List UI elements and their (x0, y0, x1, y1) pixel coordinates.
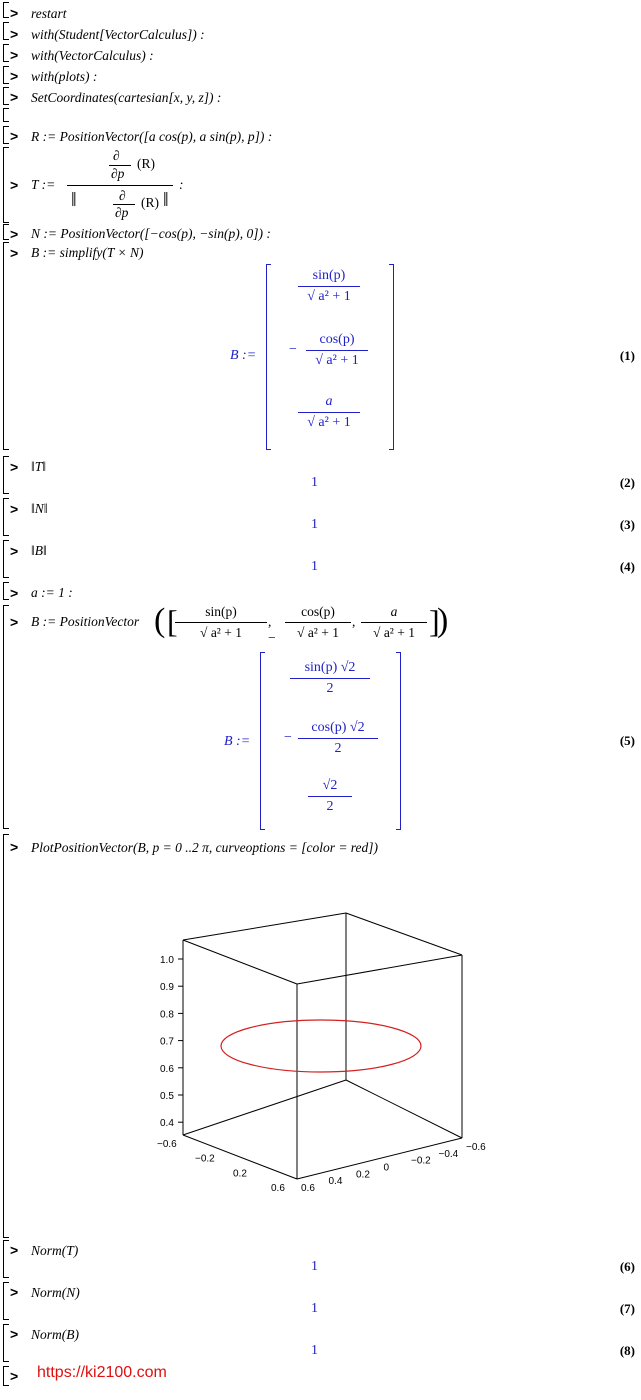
t-tail: : (179, 177, 184, 192)
y-tick-label: 0 (383, 1162, 390, 1174)
plot-box-edge (297, 1138, 462, 1179)
out5-r2-sign: − (284, 730, 292, 745)
exec-group-7 (3, 147, 4, 223)
out5-r3-den: 2 (326, 799, 334, 814)
exec-group-6 (3, 126, 4, 144)
t-den-partial: ∂ (119, 188, 126, 203)
out1-bracket-left (266, 264, 271, 450)
output-6: 1 (311, 1259, 318, 1274)
plot-box-edge (183, 1080, 346, 1135)
output-4: 1 (311, 559, 318, 574)
x-tick-label: 0.6 (271, 1183, 285, 1194)
prompt-4: > (10, 68, 19, 84)
prompt-6: > (10, 128, 19, 144)
pv-f3-num: a (390, 604, 398, 619)
x-tick-label: −0.2 (195, 1153, 215, 1165)
exec-group-19 (3, 1366, 4, 1386)
out1-r2-den: √ a² + 1 (315, 353, 359, 368)
exec-group-5 (3, 87, 4, 105)
plot-curve-circle (221, 1020, 421, 1072)
cmd-norm-n-bars[interactable]: ‖N‖ (31, 501, 48, 516)
plot-box-edge (183, 940, 297, 984)
cmd-with-plots[interactable]: with(plots) : (31, 69, 98, 84)
pv-f2-num: cos(p) (301, 604, 335, 619)
out1-r1-num: sin(p) (312, 268, 346, 283)
z-tick-label: 0.7 (160, 1036, 174, 1048)
output-2: 1 (311, 475, 318, 490)
prompt-5: > (10, 89, 19, 105)
exec-group-3 (3, 44, 4, 62)
y-tick-label: −0.6 (466, 1142, 486, 1153)
out1-r1-den: √ a² + 1 (307, 289, 351, 304)
eq-label-3: (3) (619, 517, 635, 532)
cmd-setcoordinates[interactable]: SetCoordinates(cartesian[x, y, z]) : (31, 90, 222, 105)
cmd-with-student[interactable]: with(Student[VectorCalculus]) : (31, 27, 205, 42)
out5-bracket-right (396, 652, 401, 830)
exec-group-1 (3, 2, 4, 18)
prompt-12: > (10, 543, 19, 559)
exec-group-12 (3, 540, 4, 578)
out5-r2-den: 2 (334, 741, 342, 756)
plot-box-edge (297, 955, 462, 984)
t-den-dp: ∂p (115, 205, 129, 220)
output-8: 1 (311, 1343, 318, 1358)
y-tick-label: −0.2 (411, 1155, 431, 1167)
pv-f2-den: √ a² + 1 (297, 625, 339, 640)
output-7: 1 (311, 1301, 318, 1316)
cmd-assign-a[interactable]: a := 1 : (31, 585, 73, 600)
prompt-3: > (10, 47, 19, 63)
t-num-dp: ∂p (111, 166, 125, 181)
out1-lhs: B := (230, 348, 257, 363)
out1-r2-sign: − (289, 342, 297, 357)
prompt-19: > (10, 1368, 19, 1384)
t-num-partial: ∂ (113, 148, 120, 163)
out5-r3-num: √2 (322, 778, 338, 793)
t-num-r: (R) (137, 156, 155, 171)
pv-f1-den: √ a² + 1 (200, 625, 242, 640)
exec-group-blank (3, 108, 4, 122)
exec-group-2 (3, 22, 4, 40)
x-tick-label: 0.2 (233, 1168, 247, 1180)
cmd-define-n[interactable]: N := PositionVector([−cos(p), −sin(p), 0]) : (31, 226, 271, 241)
z-tick-label: 0.8 (160, 1009, 174, 1021)
out5-r1-num: sin(p) √2 (304, 660, 356, 675)
prompt-17: > (10, 1284, 19, 1300)
eq-label-4: (4) (619, 559, 635, 574)
eq-label-6: (6) (619, 1259, 635, 1274)
cmd-restart[interactable]: restart (31, 6, 67, 21)
prompt-14: > (10, 614, 19, 630)
exec-group-18 (3, 1324, 4, 1362)
exec-group-10 (3, 456, 4, 494)
exec-group-11 (3, 498, 4, 536)
eq-label-2: (2) (619, 475, 635, 490)
prompt-10: > (10, 459, 19, 475)
prompt-13: > (10, 585, 19, 601)
exec-group-13 (3, 582, 4, 600)
out5-r2-num: cos(p) √2 (311, 720, 365, 735)
exec-group-4 (3, 66, 4, 84)
cmd-simplify-b[interactable]: B := simplify(T × N) (31, 245, 144, 260)
prompt-7: > (10, 177, 19, 193)
cmd-with-vectorcalculus[interactable]: with(VectorCalculus) : (31, 48, 154, 63)
cmd-norm-t[interactable]: Norm(T) (31, 1243, 79, 1258)
exec-group-17 (3, 1282, 4, 1320)
y-tick-label: 0.6 (301, 1183, 315, 1194)
eq-label-5: (5) (619, 733, 635, 748)
plot-box-edge (183, 913, 346, 940)
exec-group-8 (3, 224, 4, 240)
eq-label-1: (1) (619, 348, 635, 363)
pv-f3-den: √ a² + 1 (373, 625, 415, 640)
out5-r1-den: 2 (326, 681, 334, 696)
cmd-norm-t-bars[interactable]: ‖T‖ (31, 459, 47, 474)
output-1 (0, 262, 641, 450)
prompt-9: > (10, 245, 19, 261)
y-tick-label: 0.4 (328, 1176, 343, 1188)
prompt-11: > (10, 501, 19, 517)
plot-box-edge (346, 1080, 462, 1138)
eq-label-7: (7) (619, 1301, 635, 1316)
eq-label-8: (8) (619, 1343, 635, 1358)
z-tick-label: 0.9 (160, 982, 174, 994)
out1-r3-den: √ a² + 1 (307, 415, 351, 430)
output-3: 1 (311, 517, 318, 532)
output-5 (0, 650, 641, 830)
cmd-define-r[interactable]: R := PositionVector([a cos(p), a sin(p), p]) : (31, 129, 273, 144)
prompt-16: > (10, 1242, 19, 1258)
cmd-norm-n[interactable]: Norm(N) (31, 1285, 80, 1300)
z-tick-label: 0.6 (160, 1063, 174, 1075)
plot-3d[interactable] (0, 898, 641, 1218)
prompt-1: > (10, 5, 19, 21)
cmd-plotpositionvector[interactable]: PlotPositionVector(B, p = 0 ..2 π, curveoptions = [color = red]) (31, 840, 379, 855)
prompt-18: > (10, 1326, 19, 1342)
z-tick-label: 0.4 (160, 1118, 174, 1130)
pv-lhs: B := PositionVector (31, 614, 140, 629)
plot-box-edge (346, 913, 462, 955)
t-lhs: T := (31, 177, 56, 192)
x-tick-label: −0.6 (157, 1139, 177, 1150)
out1-r3-num: a (325, 394, 333, 409)
y-tick-label: 0.2 (356, 1169, 370, 1181)
cmd-norm-b-bars[interactable]: ‖B‖ (31, 543, 47, 558)
cmd-norm-b[interactable]: Norm(B) (31, 1327, 79, 1342)
t-den-r: (R) (141, 195, 159, 210)
out1-r2-num: cos(p) (319, 332, 355, 347)
out1-bracket-right (389, 264, 394, 450)
pv-f1-num: sin(p) (205, 604, 237, 619)
exec-group-16 (3, 1240, 4, 1278)
z-tick-label: 0.5 (160, 1091, 174, 1102)
out5-lhs: B := (224, 734, 251, 749)
prompt-8: > (10, 226, 19, 242)
prompt-2: > (10, 26, 19, 42)
z-tick-label: 1.0 (160, 955, 174, 966)
y-tick-label: −0.4 (438, 1148, 459, 1160)
out5-bracket-left (260, 652, 265, 830)
prompt-15: > (10, 839, 19, 855)
watermark-link[interactable]: https://ki2100.com (37, 1364, 167, 1381)
